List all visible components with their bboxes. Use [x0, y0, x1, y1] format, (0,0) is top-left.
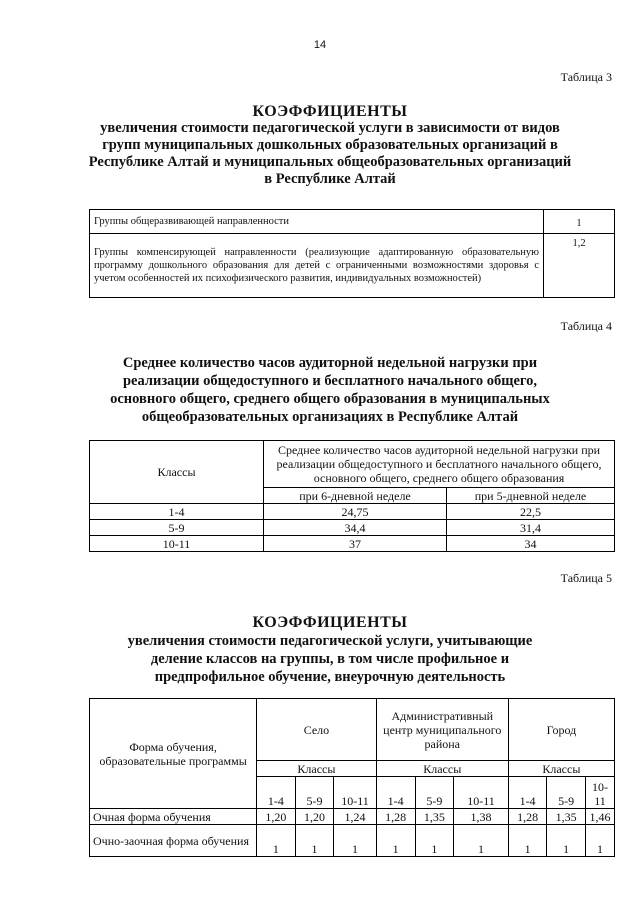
table4-title-line3: основного общего, среднего общего образования в муниципальных	[110, 391, 550, 407]
table5-center-classes: Классы	[376, 761, 508, 777]
table5-grade: 1-4	[257, 777, 296, 809]
table-row	[90, 520, 615, 536]
table4-hours-header: Среднее количество часов аудиторной недельной нагрузки при реализации общедоступного и бесплатного начального общего, основного общего, среднего общего образования	[264, 441, 615, 488]
table4	[89, 440, 615, 552]
table5-grade: 5-9	[547, 777, 586, 809]
table5-value-cell: 1,46	[585, 809, 614, 825]
table5-value-cell: 1	[376, 825, 415, 857]
table3-row	[90, 234, 615, 298]
table5-gorod-classes: Классы	[508, 761, 614, 777]
table4-label: Таблица 4	[560, 319, 612, 333]
table-row	[90, 809, 615, 825]
table5-value-cell: 1	[585, 825, 614, 857]
table5-value-cell: 1,20	[257, 809, 296, 825]
table5-value-cell: 1	[334, 825, 376, 857]
table3-title-line2: увеличения стоимости педагогической услуги в зависимости от видов	[100, 120, 560, 136]
table5-value-cell: 1,38	[454, 809, 508, 825]
table5-value-cell: 1	[295, 825, 334, 857]
table3-title	[80, 103, 580, 188]
table5-header-row	[90, 699, 615, 761]
table5-grade: 10-11	[585, 777, 614, 809]
table5-title-line2: увеличения стоимости педагогической услуги, учитывающие	[127, 633, 533, 649]
table5-value-cell: 1	[547, 825, 586, 857]
table-row	[90, 504, 615, 520]
table5-grade: 1-4	[508, 777, 547, 809]
table5-value-cell: 1	[508, 825, 547, 857]
table3	[89, 209, 615, 298]
table3-group-cell: Группы общеразвивающей направленности	[90, 210, 544, 234]
table5	[89, 698, 615, 857]
table4-title-line1: Среднее количество часов аудиторной недельной нагрузки при	[122, 355, 538, 371]
table5-grade: 10-11	[334, 777, 376, 809]
table5-value-cell: 1	[415, 825, 454, 857]
table5-value-cell: 1,35	[415, 809, 454, 825]
table4-6day-cell: 37	[264, 536, 447, 552]
table3-label: Таблица 3	[560, 70, 612, 84]
table3-title-line5: в Республике Алтай	[264, 171, 396, 187]
table4-header-row	[90, 441, 615, 488]
table5-form-cell: Очно-заочная форма обучения	[90, 825, 257, 857]
table5-selo-header: Село	[257, 699, 377, 761]
table4-title	[70, 354, 590, 426]
table5-form-cell: Очная форма обучения	[90, 809, 257, 825]
table3-title-line1: КОЭФФИЦИЕНТЫ	[252, 103, 408, 120]
table4-classes-cell: 1-4	[90, 504, 264, 520]
table-row	[90, 825, 615, 857]
table4-title-line4: общеобразовательных организациях в Республике Алтай	[141, 409, 519, 425]
table4-5day-cell: 34	[447, 536, 615, 552]
table5-value-cell: 1	[257, 825, 296, 857]
table5-value-cell: 1,35	[547, 809, 586, 825]
table3-coef-cell: 1,2	[544, 234, 615, 298]
table5-gorod-header: Город	[508, 699, 614, 761]
table5-value-cell: 1,28	[376, 809, 415, 825]
table3-row	[90, 210, 615, 234]
table5-grade: 5-9	[295, 777, 334, 809]
table4-5day-header: при 5-дневной неделе	[447, 488, 615, 504]
table5-form-header: Форма обучения, образовательные программы	[90, 699, 257, 809]
table3-title-line3: групп муниципальных дошкольных образовательных организаций в	[102, 137, 558, 153]
table4-6day-cell: 24,75	[264, 504, 447, 520]
table-row	[90, 536, 615, 552]
table5-title-line3: деление классов на группы, в том числе профильное и	[150, 651, 510, 667]
table5-value-cell: 1,24	[334, 809, 376, 825]
table5-title	[70, 614, 590, 686]
table5-center-header: Административный центр муниципального района	[376, 699, 508, 761]
table4-5day-cell: 31,4	[447, 520, 615, 536]
table4-classes-cell: 10-11	[90, 536, 264, 552]
table4-6day-header: при 6-дневной неделе	[264, 488, 447, 504]
table5-value-cell: 1,28	[508, 809, 547, 825]
table4-5day-cell: 22,5	[447, 504, 615, 520]
table4-classes-header: Классы	[90, 441, 264, 504]
page-number: 14	[313, 39, 327, 51]
table5-value-cell: 1,20	[295, 809, 334, 825]
table3-group-cell: Группы компенсирующей направленности (реализующие адаптированную образовательную программу дошкольного образования для детей с ограниченными возможностями здоровья с учетом особенностей их психофизического развития, индивидуальных возможностей)	[90, 234, 544, 298]
table5-grade: 10-11	[454, 777, 508, 809]
table5-selo-classes: Классы	[257, 761, 377, 777]
table5-label: Таблица 5	[560, 571, 612, 585]
table4-classes-cell: 5-9	[90, 520, 264, 536]
table4-6day-cell: 34,4	[264, 520, 447, 536]
table3-coef-cell: 1	[544, 210, 615, 234]
table5-title-line4: предпрофильное обучение, внеурочную деятельность	[154, 669, 506, 685]
table5-value-cell: 1	[454, 825, 508, 857]
table5-title-line1: КОЭФФИЦИЕНТЫ	[252, 614, 408, 631]
table5-grade: 5-9	[415, 777, 454, 809]
table3-title-line4: Республике Алтай и муниципальных общеобразовательных организаций	[88, 154, 572, 170]
table4-title-line2: реализации общедоступного и бесплатного начального общего,	[122, 373, 537, 389]
table5-grade: 1-4	[376, 777, 415, 809]
